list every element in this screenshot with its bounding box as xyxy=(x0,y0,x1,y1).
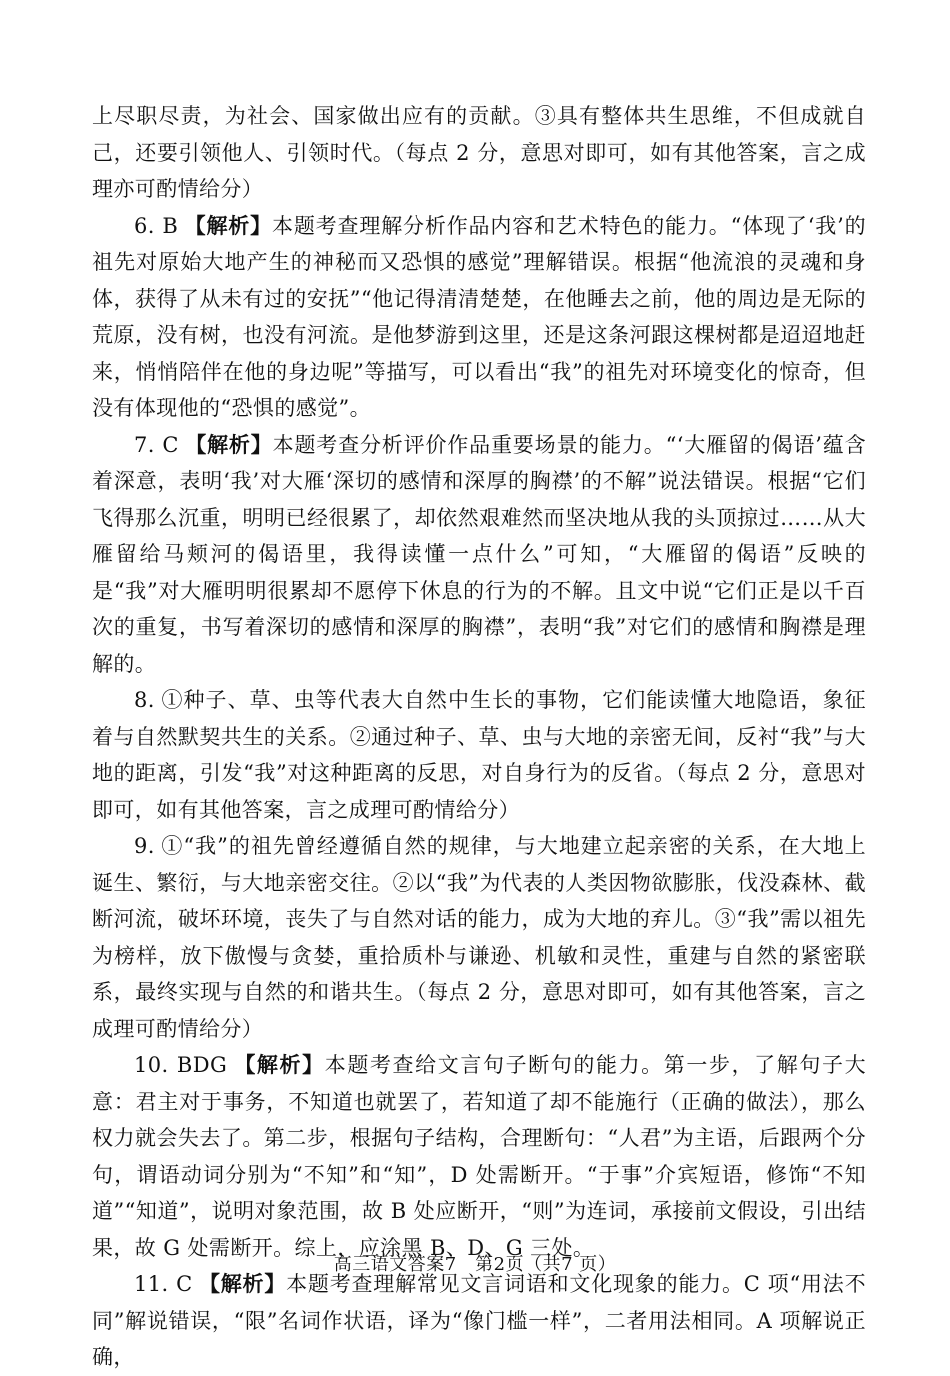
answer-document xyxy=(92,98,866,1376)
analysis-tag: 【解析】 xyxy=(233,1053,325,1077)
answer-number: 9. xyxy=(134,834,155,858)
paragraph-text: 本题考查给文言句子断句的能力。第一步，了解句子大意：君主对于事务，不知道也就罢了，若知道了却不能施行（正确的做法），那么权力就会失去了。第二步，根据句子结构，合理断句：“人君”为主语，后跟两个分句，谓语动词分别为“不知”和“知”，D 处需断开。“于事”介宾短语，修饰“不知道”“知道”，说明对象范围，故 B 处应断开，“则”为连词，承接前文假设，引出结果，故 G 处需断开。综上，应涂黑 B、D、G 三处。 xyxy=(92,1053,866,1260)
page-footer: 高三语文答案7 第2页（共7 页） xyxy=(333,1254,617,1275)
paragraph-continuation xyxy=(92,98,866,208)
paragraph-text: 上尽职尽责，为社会、国家做出应有的贡献。③具有整体共生思维，不但成就自己，还要引领他人、引领时代。（每点 2 分，意思对即可，如有其他答案，言之成理亦可酌情给分） xyxy=(92,104,866,201)
paragraph-text: 本题考查分析评价作品重要场景的能力。“‘大雁留的偈语’蕴含着深意，表明‘我’对大雁‘深切的感情和深厚的胸襟’的不解”说法错误。根据“它们飞得那么沉重，明明已经很累了，却依然艰难然而坚决地从我的头顶掠过……从大雁留给马颊河的偈语里，我得读懂一点什么”可知，“大雁留的偈语”反映的是“我”对大雁明明很累却不愿停下休息的行为的不解。且文中说“它们正是以千百次的重复，书写着深切的感情和深厚的胸襟”，表明“我”对它们的感情和胸襟是理解的。 xyxy=(92,432,867,676)
answer-item-7 xyxy=(92,427,866,683)
answer-number: 7. C xyxy=(134,432,179,457)
answer-number: 11. C xyxy=(134,1272,193,1296)
analysis-tag: 【解析】 xyxy=(184,432,273,457)
answer-item-9 xyxy=(92,828,866,1047)
answer-item-6 xyxy=(92,208,866,427)
answer-number: 10. BDG xyxy=(134,1053,228,1077)
paragraph-text: 本题考查理解分析作品内容和艺术特色的能力。“体现了‘我’的祖先对原始大地产生的神秘而又恐惧的感觉”理解错误。根据“他流浪的灵魂和身体，获得了从未有过的安抚”“他记得清清楚楚，在他睡去之前，他的周边是无际的荒原，没有树，也没有河流。是他梦游到这里，还是这条河跟这棵树都是迢迢地赶来，悄悄陪伴在他的身边呢”等描写，可以看出“我”的祖先对环境变化的惊奇，但没有体现他的“恐惧的感觉”。 xyxy=(92,213,866,420)
answer-item-11 xyxy=(92,1266,866,1376)
paragraph-text: ①“我”的祖先曾经遵循自然的规律，与大地建立起亲密的关系，在大地上诞生、繁衍，与大地亲密交往。②以“我”为代表的人类因物欲膨胀，伐没森林、截断河流，破坏环境，丧失了与自然对话的能力，成为大地的弃儿。③“我”需以祖先为榜样，放下傲慢与贪婪，重拾质朴与谦逊、机敏和灵性，重建与自然的紧密联系，最终实现与自然的和谐共生。（每点 2 分，意思对即可，如有其他答案，言之成理可酌情给分） xyxy=(92,834,866,1041)
answer-number: 6. B xyxy=(134,213,179,238)
paragraph-text: ①种子、草、虫等代表大自然中生长的事物，它们能读懂大地隐语，象征着与自然默契共生的关系。②通过种子、草、虫与大地的亲密无间，反衬“我”与大地的距离，引发“我”对这种距离的反思，对自身行为的反省。（每点 2 分，意思对即可，如有其他答案，言之成理可酌情给分） xyxy=(92,688,866,822)
paragraph-text: 本题考查理解常见文言词语和文化现象的能力。C 项“用法不同”解说错误，“限”名词作状语，译为“像门槛一样”，二者用法相同。A 项解说正确， xyxy=(92,1272,866,1369)
analysis-tag: 【解析】 xyxy=(184,213,272,238)
answer-item-10 xyxy=(92,1047,866,1266)
analysis-tag: 【解析】 xyxy=(198,1272,287,1296)
answer-number: 8. xyxy=(134,688,155,712)
answer-item-8 xyxy=(92,682,866,828)
